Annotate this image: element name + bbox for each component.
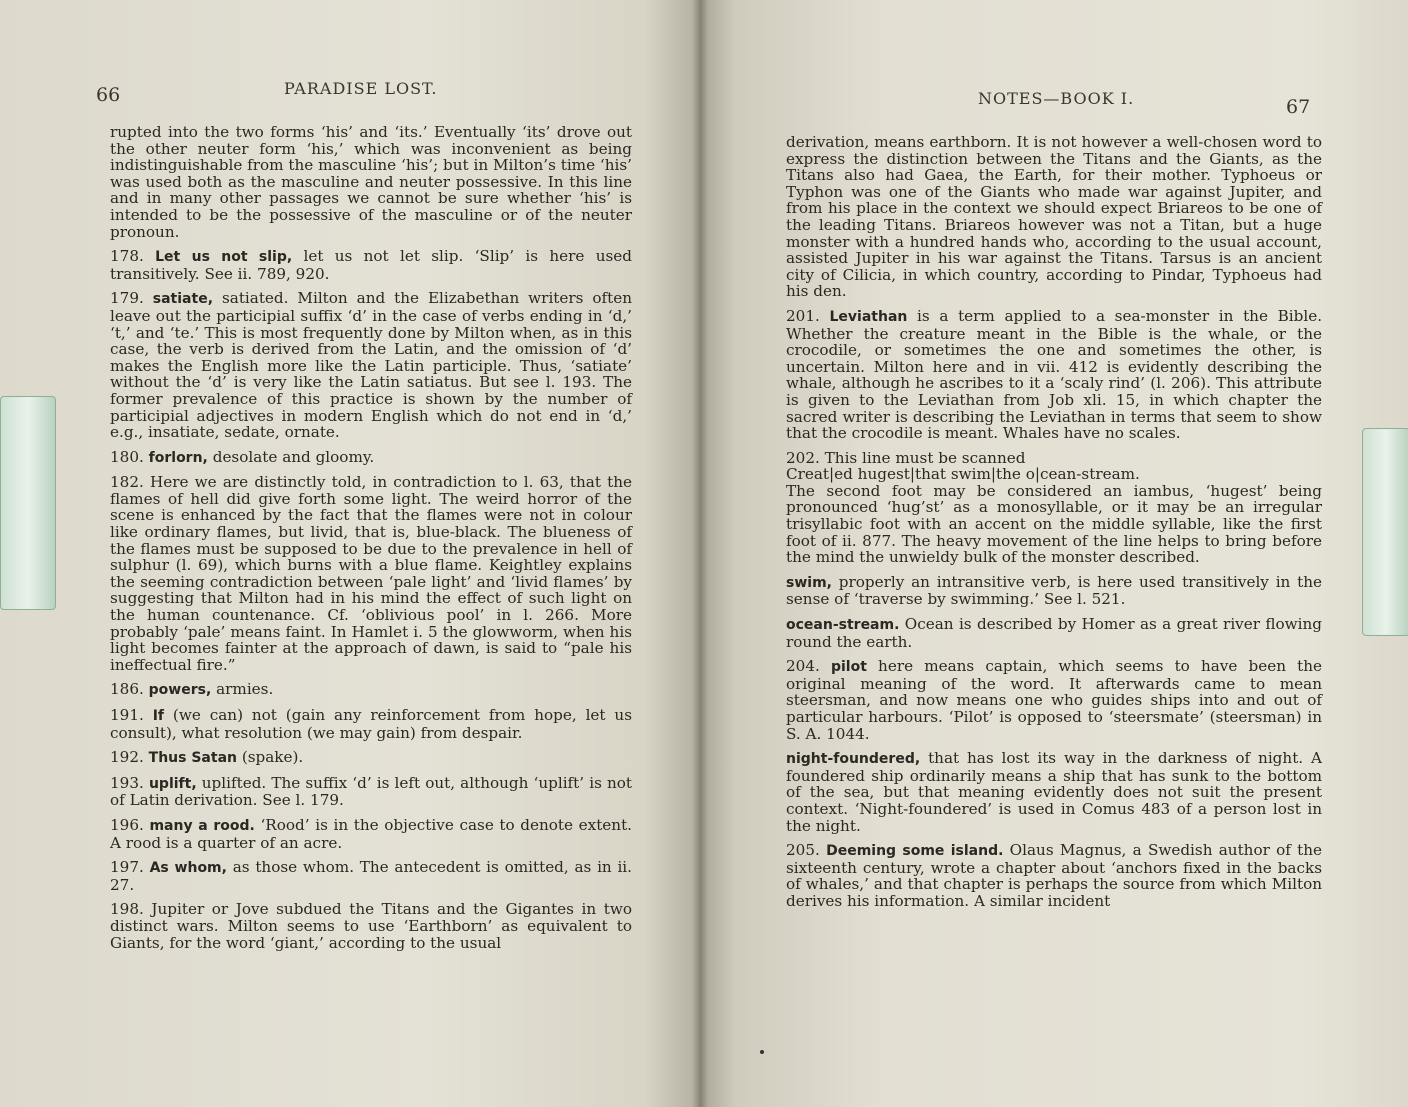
line-number: 204.	[786, 657, 820, 676]
note-paragraph	[110, 474, 632, 673]
line-number: 201.	[786, 306, 820, 325]
note-headword: swim,	[786, 574, 832, 591]
note-paragraph	[110, 817, 632, 851]
right-running-head: NOTES—BOOK I.	[978, 89, 1135, 108]
right-page-number: 67	[1286, 96, 1311, 118]
ink-speck	[760, 1050, 764, 1054]
note-paragraph	[786, 658, 1322, 742]
note-paragraph	[110, 124, 632, 240]
note-text: rupted into the two forms ‘his’ and ‘its.’ Eventually ‘its’ drove out the other neuter form ‘his,’ which was inconvenient as being indistinguishable from the masculine ‘his’; but in Milton’s time ‘his’ was used both as the masculine and neuter possessive. In this line and in many other passages we cannot be sure whether ‘his’ is intended to be the possessive of the masculine or of the neuter pronoun.	[110, 123, 632, 241]
scansion-line: Creat|ed hugest|that swim|the o|cean-stream.	[786, 465, 1140, 484]
note-paragraph	[786, 450, 1322, 467]
note-paragraph	[786, 842, 1322, 909]
note-text: let us not let slip. ‘Slip’ is here used transitively. See ii. 789, 920.	[110, 247, 632, 283]
line-number: 191.	[110, 706, 144, 724]
note-headword: ocean-stream.	[786, 617, 900, 634]
note-headword: If	[152, 708, 165, 724]
note-text: as those whom. The antecedent is omitted, as in ii. 27.	[110, 858, 632, 894]
note-text: is a term applied to a sea-monster in the Bible. Whether the creature meant in the Bible is the whale, or the crocodile, or sometimes the one and sometimes the other, is uncertain. Milton here and in vii. 412 is evidently describing the whale, although he ascribes to it a ‘scaly rind’ (l. 206). This attribute is given to the Leviathan from Job xli. 15, in which chapter the sacred writer is describing the Leviathan in terms that seem to show that the crocodile is meant. Whales have no scales.	[786, 306, 1323, 443]
note-text: desolate and gloomy.	[212, 447, 375, 466]
note-headword: powers,	[148, 682, 212, 699]
right-page	[700, 0, 1408, 1107]
note-text: (spake).	[241, 748, 304, 767]
note-paragraph	[110, 681, 632, 699]
note-paragraph	[786, 308, 1322, 442]
note-text: satiated. Milton and the Elizabethan writers often leave out the participial suffix ‘d’ in the case of verbs ending in ‘d,’ ‘t,’ and ‘te.’ This is most frequently done by Milton when, as in this case, the verb is derived from the Latin, and the omission of ‘d’ makes the English more like the Latin participle. Thus, ‘satiate’ without the ‘d’ is very like the Latin satiatus. But see l. 193. The former prevalence of this practice is shown by the number of participial adjectives in modern English which do not end in ‘d,’ e.g., insatiate, sedate, ornate.	[110, 289, 633, 442]
note-text: ‘Rood’ is in the objective case to denote extent. A rood is a quarter of an acre.	[110, 815, 633, 852]
left-page-number: 66	[96, 84, 121, 106]
note-paragraph	[786, 134, 1322, 300]
note-headword: pilot	[830, 659, 867, 676]
note-text: here means captain, which seems to have been the original meaning of the word. It afterwards came to mean steersman, and now means one who guides ships into and out of particular harbours. ‘Pilot’ is opposed to ‘steersmate’ (steersman) in S. A. 1044.	[786, 657, 1322, 743]
note-text: armies.	[216, 680, 274, 699]
note-headword: Leviathan	[829, 308, 908, 325]
note-headword: satiate,	[152, 291, 214, 308]
note-paragraph	[110, 449, 632, 467]
note-paragraph	[110, 901, 632, 951]
line-number: 193.	[110, 773, 144, 792]
note-text: This line must be scanned	[824, 448, 1026, 467]
note-headword: Thus Satan	[148, 750, 237, 767]
note-text: Ocean is described by Homer as a great river flowing round the earth.	[786, 615, 1322, 651]
line-number: 192.	[110, 748, 144, 767]
note-text: uplifted. The suffix ‘d’ is left out, although ‘uplift’ is not of Latin derivation. See l. 179.	[110, 773, 633, 810]
line-number: 180.	[110, 447, 144, 466]
note-headword: many a rood.	[149, 817, 255, 834]
note-headword: As whom,	[149, 860, 227, 877]
note-text: Here we are distinctly told, in contradiction to l. 63, that the flames of hell did give forth some light. The weird horror of the scene is enhanced by the fact that the flames were not in colour like ordinary flames, but livid, that is, blue-black. The blueness of the flames must be supposed to be due to the prevalence in hell of sulphur (l. 69), which burns with a blue flame. Keightley explains the seeming contradiction between ‘pale light’ and ‘livid flames’ by suggesting that Milton had in his mind the effect of such light on the human countenance. Cf. ‘oblivious pool’ in l. 266. More probably ‘pale’ means faint. In Hamlet i. 5 the glowworm, when his light becomes fainter at the approach of dawn, is said to “pale his ineffectual fire.”	[110, 473, 633, 674]
line-number: 198.	[110, 900, 144, 919]
note-paragraph	[110, 290, 632, 440]
note-text: properly an intransitive verb, is here used transitively in the sense of ‘traverse by swimming.’ See l. 521.	[786, 572, 1322, 609]
note-paragraph	[786, 750, 1322, 834]
note-text: Olaus Magnus, a Swedish author of the sixteenth century, wrote a chapter about ‘anchors fixed in the backs of whales,’ and that chapter is perhaps the source from which Milton derives his information. A similar incident	[786, 841, 1323, 910]
right-text-column	[786, 134, 1322, 918]
line-number: 182.	[110, 473, 144, 492]
page-clip-left	[0, 396, 56, 610]
book-gutter	[692, 0, 708, 1107]
line-number: 202.	[786, 448, 820, 467]
note-headword: night-foundered,	[786, 751, 921, 768]
left-page	[0, 0, 700, 1107]
note-headword: forlorn,	[148, 449, 208, 466]
note-text: that has lost its way in the darkness of night. A foundered ship ordinarily means a ship that has sunk to the bottom of the sea, but that meaning evidently does not suit the present context. ‘Night-foundered’ is used in Comus 483 of a person lost in the night.	[786, 749, 1322, 835]
note-text: (we can) not (gain any reinforcement from hope, let us consult), what resolution (we may gain) from despair.	[110, 706, 632, 742]
note-headword: uplift,	[148, 775, 197, 792]
note-paragraph	[110, 859, 632, 893]
line-number: 196.	[110, 815, 144, 834]
left-text-column	[110, 124, 632, 959]
line-number: 197.	[110, 858, 144, 877]
note-paragraph	[110, 775, 632, 809]
left-running-head: PARADISE LOST.	[284, 79, 438, 98]
note-paragraph	[110, 749, 632, 767]
note-paragraph	[110, 248, 632, 282]
page-clip-right	[1362, 428, 1408, 636]
note-paragraph	[786, 574, 1322, 608]
note-paragraph-continued: The second foot may be considered an iambus, ‘hugest’ being pronounced ‘hug’st’ as a monosyllable, or it may be an irregular trisyllabic foot with an accent on the middle syllable, like the first foot of ii. 877. The heavy movement of the line helps to bring before the mind the unwieldy bulk of the monster described.	[786, 481, 1322, 567]
note-paragraph	[786, 616, 1322, 650]
note-headword: Let us not slip,	[155, 249, 293, 266]
line-number: 186.	[110, 680, 144, 699]
line-number: 179.	[110, 289, 144, 308]
note-headword: Deeming some island.	[826, 843, 1004, 860]
note-text: Jupiter or Jove subdued the Titans and the Gigantes in two distinct wars. Milton seems to use ‘Earthborn’ as equivalent to Giants, for the word ‘giant,’ according to the usual	[110, 900, 632, 952]
note-text: derivation, means earthborn. It is not however a well-chosen word to express the distinction between the Titans and the Giants, as the Titans also had Gaea, the Earth, for their mother. Typhoeus or Typhon was one of the Giants who made war against Jupiter, and from his place in the context we should expect Briareos to be one of the leading Titans. Briareos however was not a Titan, but a huge monster with a hundred hands who, according to the usual account, assisted Jupiter in his war against the Titans. Tarsus is an ancient city of Cilicia, in which country, according to Pindar, Typhoeus had his den.	[786, 133, 1322, 301]
note-paragraph	[110, 707, 632, 741]
line-number: 178.	[110, 247, 144, 266]
line-number: 205.	[786, 841, 820, 860]
